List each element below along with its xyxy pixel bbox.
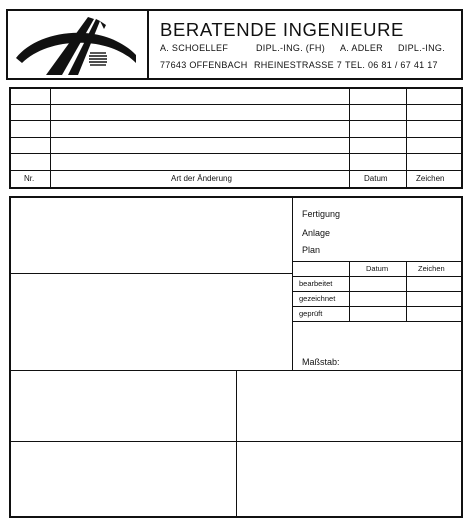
col-header-change: Art der Änderung xyxy=(171,174,232,183)
table-row[interactable] xyxy=(11,89,461,104)
table-row[interactable] xyxy=(11,121,461,137)
field-gezeichnet-date[interactable] xyxy=(350,292,406,306)
phone-number: TEL. 06 81 / 67 41 17 xyxy=(345,60,438,70)
field-geprueft-date[interactable] xyxy=(350,307,406,321)
title-block xyxy=(9,196,463,518)
block-line xyxy=(11,273,293,274)
block-line xyxy=(293,261,461,262)
col-header-sign: Zeichen xyxy=(416,174,445,183)
block-line xyxy=(236,370,237,516)
label-geprueft: geprüft xyxy=(299,309,323,318)
table-row[interactable] xyxy=(11,154,461,170)
col-header-nr: Nr. xyxy=(24,174,35,183)
company-logo xyxy=(8,11,149,78)
letterhead xyxy=(6,9,463,80)
sig-col-date: Datum xyxy=(366,264,389,273)
address-city: 77643 OFFENBACH xyxy=(160,60,248,70)
company-name: BERATENDE INGENIEURE xyxy=(160,19,404,40)
table-row[interactable] xyxy=(11,105,461,120)
block-line xyxy=(292,198,293,370)
col-header-date: Datum xyxy=(364,174,388,183)
header-divider xyxy=(147,11,149,78)
revision-table xyxy=(9,87,463,189)
label-anlage: Anlage xyxy=(302,228,331,238)
partner1-title: DIPL.-ING. (FH) xyxy=(256,43,325,53)
road-logo-icon xyxy=(8,11,149,78)
field-bearbeitet-sign[interactable] xyxy=(407,277,461,291)
block-line xyxy=(293,321,461,322)
sig-col-sign: Zeichen xyxy=(418,264,445,273)
partner2-name: A. ADLER xyxy=(340,43,383,53)
label-massstab: Maßstab: xyxy=(302,357,340,367)
address-street: RHEINESTRASSE 7 xyxy=(254,60,343,70)
partner1-name: A. SCHOELLEF xyxy=(160,43,229,53)
rev-row-line xyxy=(11,170,461,171)
label-gezeichnet: gezeichnet xyxy=(299,294,336,303)
partner2-title: DIPL.-ING. xyxy=(398,43,446,53)
label-plan: Plan xyxy=(302,245,321,255)
label-bearbeitet: bearbeitet xyxy=(299,279,333,288)
label-fertigung: Fertigung xyxy=(302,209,341,219)
field-gezeichnet-sign[interactable] xyxy=(407,292,461,306)
field-geprueft-sign[interactable] xyxy=(407,307,461,321)
table-row[interactable] xyxy=(11,138,461,153)
field-bearbeitet-date[interactable] xyxy=(350,277,406,291)
